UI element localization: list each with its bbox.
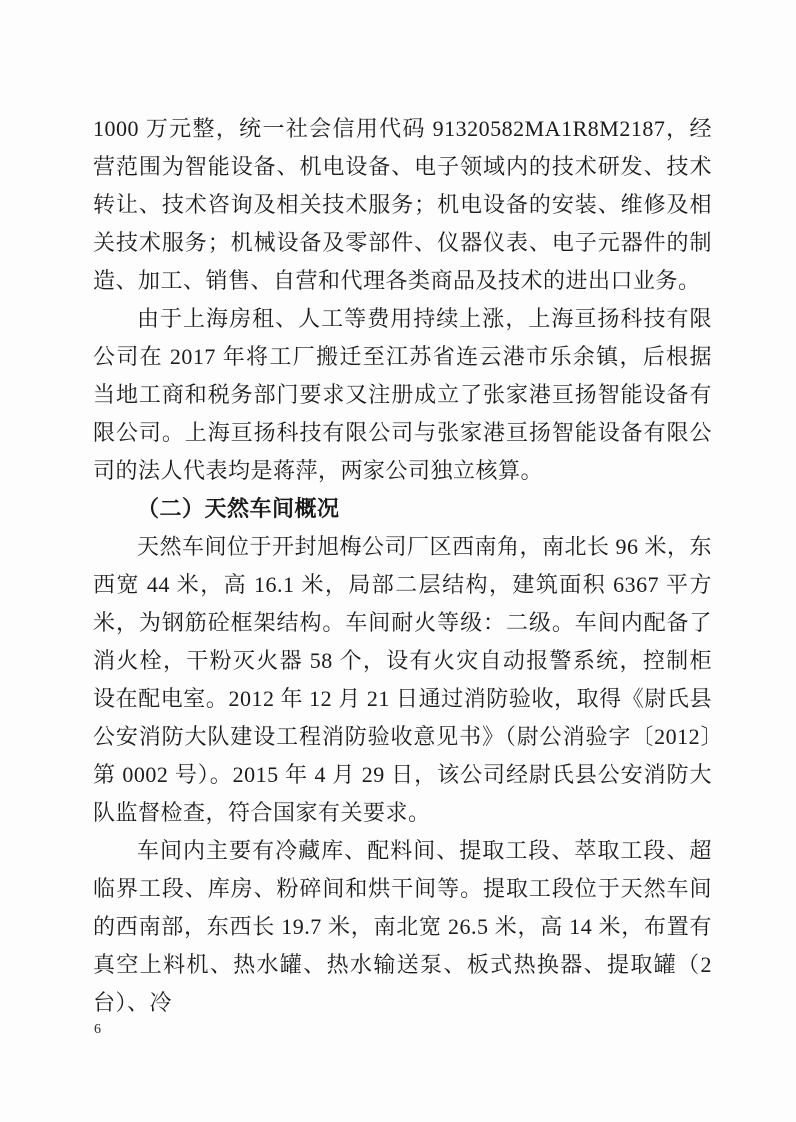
paragraph-workshop-sections: 车间内主要有冷藏库、配料间、提取工段、萃取工段、超临界工段、库房、粉碎间和烘干间等。提取工段位于天然车间的西南部，东西长 19.7 米，南北宽 26.5 米，高 14 米，布置有真空上料机、热水罐、热水输送泵、板式热换器、提取罐（2 台）、冷 xyxy=(93,838,712,1015)
paragraph-business-scope: 1000 万元整，统一社会信用代码 91320582MA1R8M2187，经营范围为智能设备、机电设备、电子领域内的技术研发、技术转让、技术咨询及相关技术服务；机电设备的安装、维修及相关技术服务；机械设备及零部件、仪器仪表、电子元器件的制造、加工、销售、自营和代理各类商品及技术的进出口业务。 xyxy=(93,116,712,293)
paragraph-workshop-description: 天然车间位于开封旭梅公司厂区西南角，南北长 96 米，东西宽 44 米，高 16.1 米，局部二层结构，建筑面积 6367 平方米，为钢筋砼框架结构。车间耐火等级：二级。车间内配备了消火栓，干粉灭火器 58 个，设有火灾自动报警系统，控制柜设在配电室。2012 年 12 月 21 日通过消防验收，取得《尉氏县公安消防大队建设工程消防验收意见书》（尉公消验字〔2012〕第 0002 号）。2015 年 4 月 29 日，该公司经尉氏县公安消防大队监督检查，符合国家有关要求。 xyxy=(93,534,713,825)
document-content xyxy=(93,110,712,1022)
section-heading-workshop-overview: （二）天然车间概况 xyxy=(137,496,340,521)
page-number: 6 xyxy=(94,1022,101,1037)
paragraph-company-relocation: 由于上海房租、人工等费用持续上涨，上海亘扬科技有限公司在 2017 年将工厂搬迁至江苏省连云港市乐余镇，后根据当地工商和税务部门要求又注册成立了张家港亘扬智能设备有限公司。上海亘扬科技有限公司与张家港亘扬智能设备有限公司的法人代表均是蒋萍，两家公司独立核算。 xyxy=(93,306,712,483)
